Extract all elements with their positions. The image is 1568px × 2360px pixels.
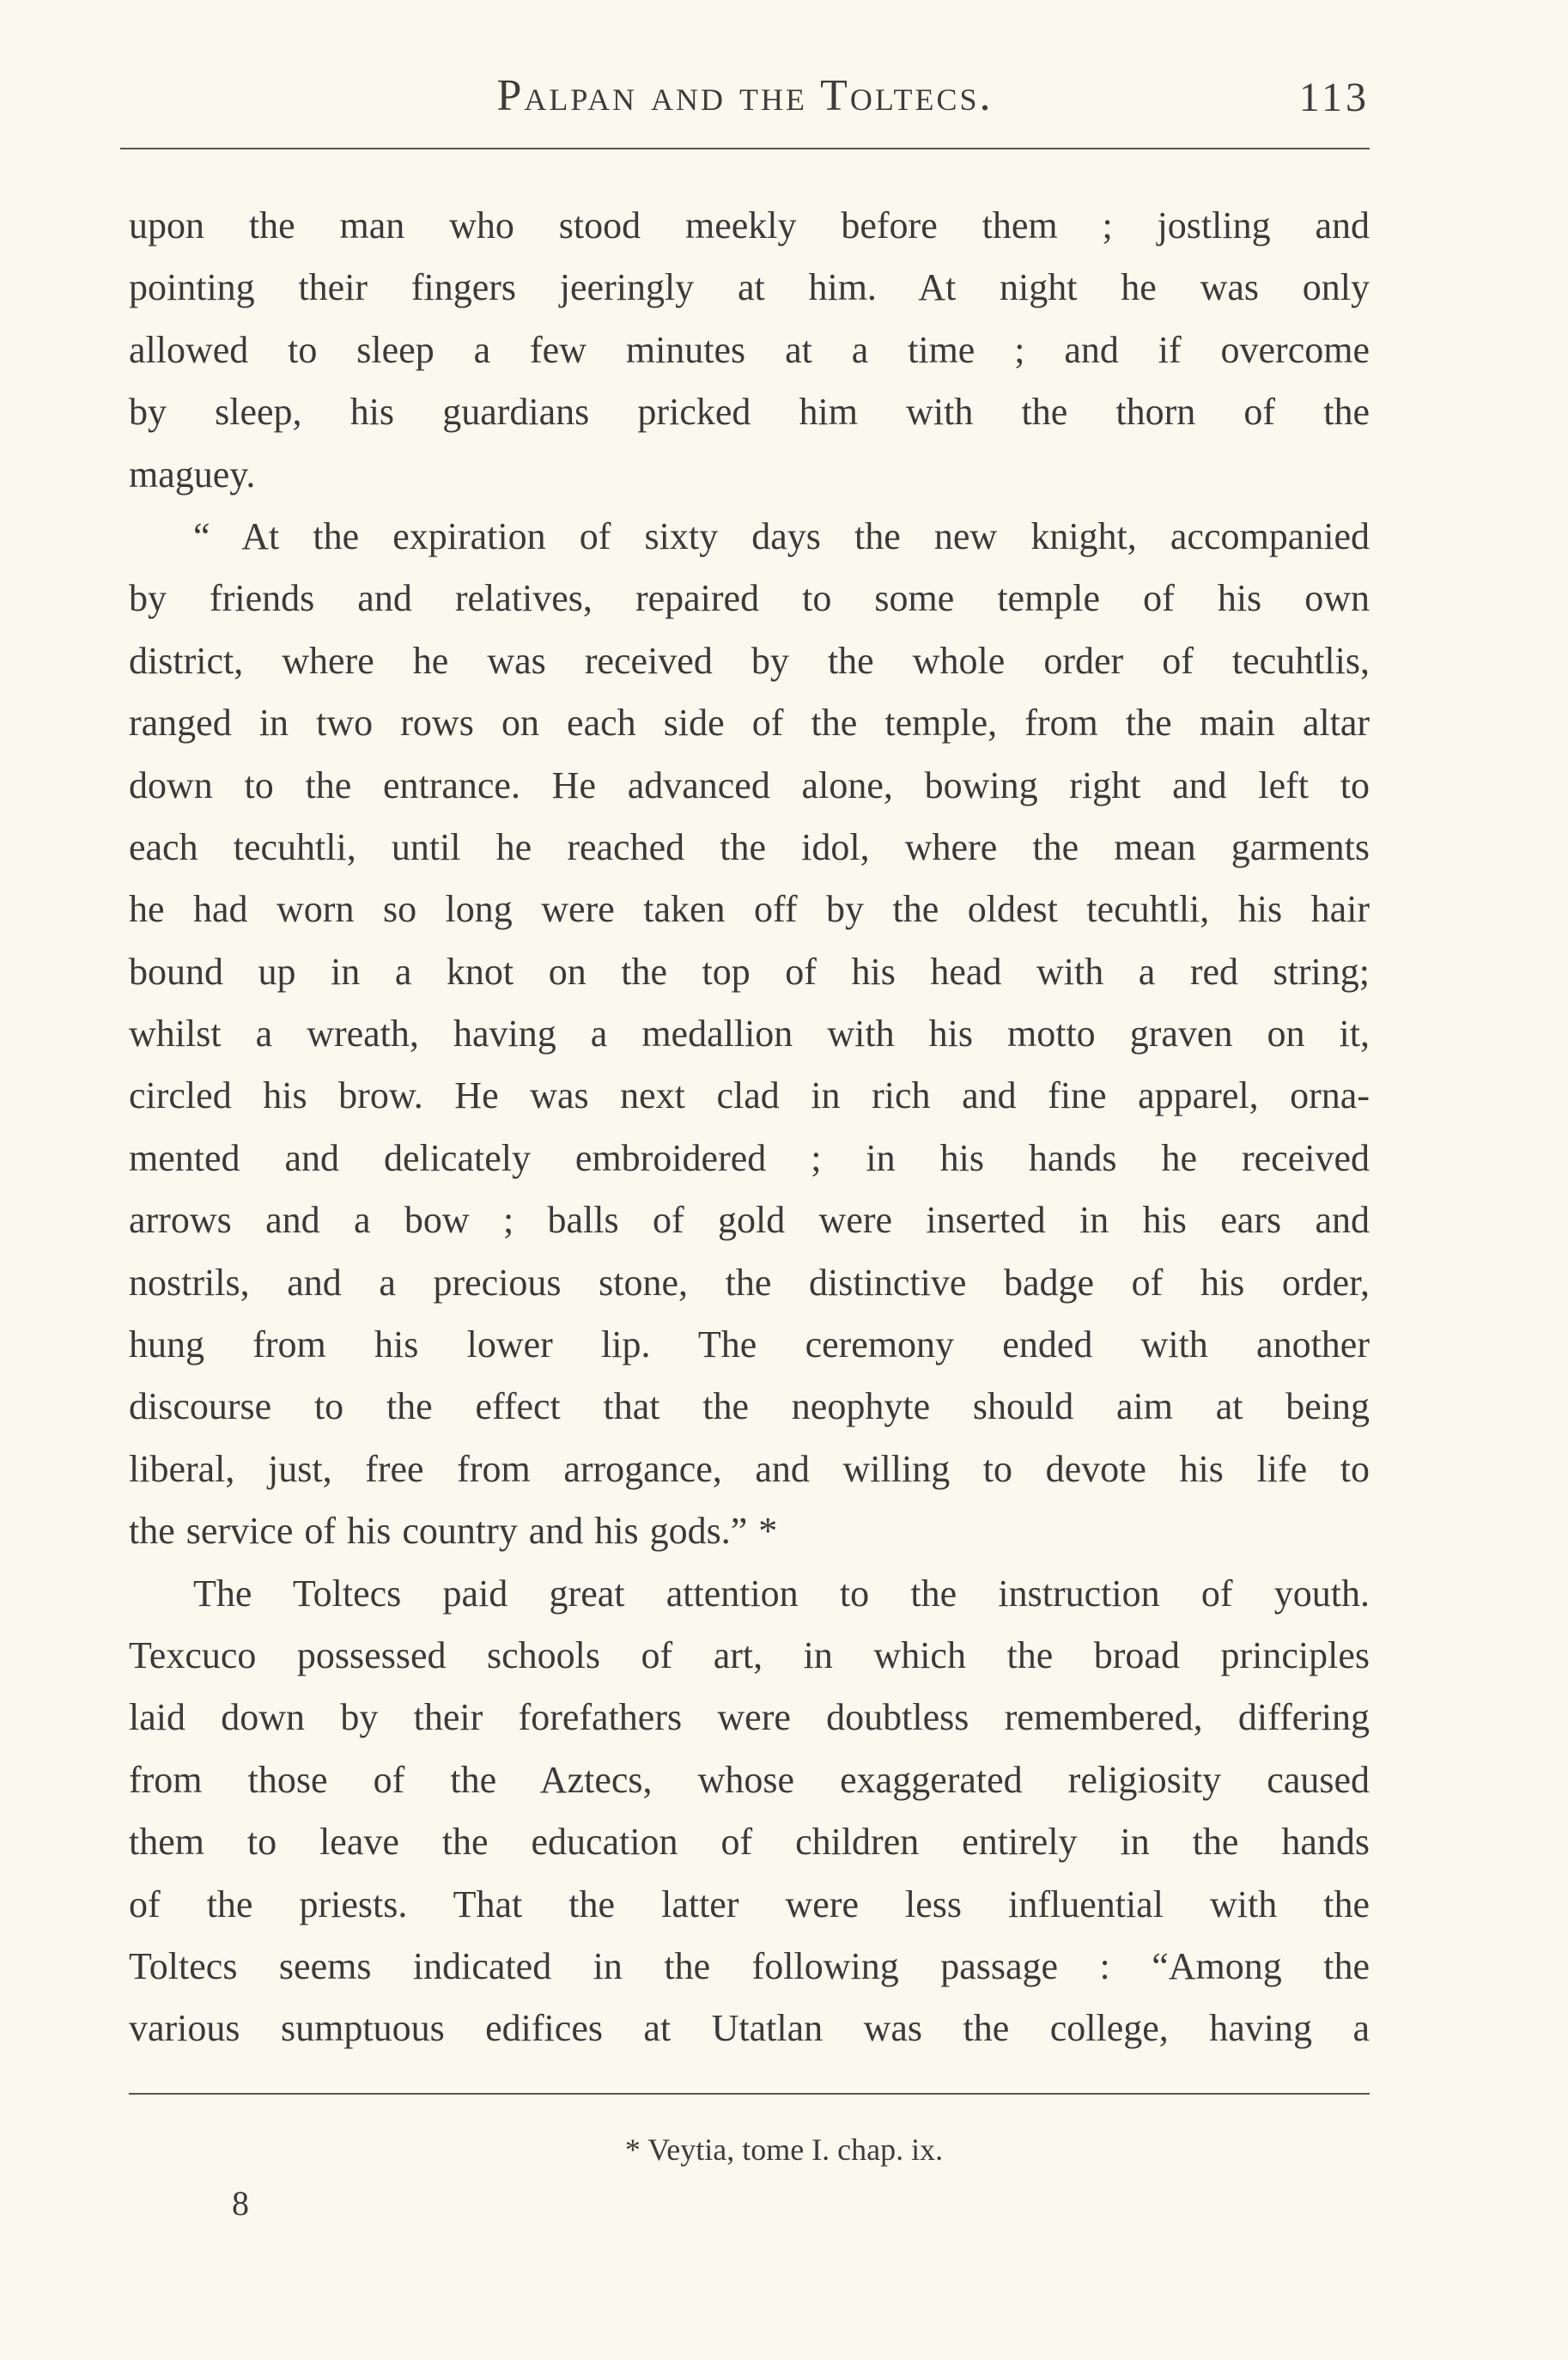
footnote: * Veytia, tome I. chap. ix. xyxy=(624,2132,944,2167)
text-line: down to the entrance. He advanced alone, bowing right and left to xyxy=(129,763,1370,806)
text-line: allowed to sleep a few minutes at a time ; and if overcome xyxy=(129,328,1370,371)
text-line: he had worn so long were taken off by the oldest tecuhtli, his hair xyxy=(129,888,1370,931)
footnote-rule xyxy=(129,2093,1370,2095)
text-line: laid down by their forefathers were doubtless remembered, differing xyxy=(129,1696,1370,1739)
header-rule xyxy=(120,148,1370,149)
text-line: “ At the expiration of sixty days the new knight, accompanied xyxy=(193,514,1370,557)
page-number: 113 xyxy=(1298,75,1370,120)
signature-mark: 8 xyxy=(232,2184,249,2223)
text-line: arrows and a bow ; balls of gold were inserted in his ears and xyxy=(129,1199,1370,1242)
text-line: circled his brow. He was next clad in rich and fine apparel, orna- xyxy=(129,1074,1370,1117)
text-line: the service of his country and his gods.” * xyxy=(129,1510,778,1553)
text-line: mented and delicately embroidered ; in his hands he received xyxy=(129,1136,1370,1179)
text-line: discourse to the effect that the neophyte should aim at being xyxy=(129,1385,1370,1428)
running-title: Palpan and the Toltecs. xyxy=(496,71,994,120)
text-line: upon the man who stood meekly before them ; jostling and xyxy=(129,204,1370,246)
body-text xyxy=(129,195,1370,2060)
text-line: ranged in two rows on each side of the temple, from the main altar xyxy=(129,702,1370,745)
text-line: pointing their fingers jeeringly at him. At night he was only xyxy=(129,266,1370,309)
text-line: liberal, just, free from arrogance, and willing to devote his life to xyxy=(129,1447,1370,1490)
text-line: The Toltecs paid great attention to the instruction of youth. xyxy=(193,1572,1370,1615)
text-line: by friends and relatives, repaired to some temple of his own xyxy=(129,577,1370,620)
text-line: Toltecs seems indicated in the following passage : “Among the xyxy=(129,1944,1370,1987)
text-line: nostrils, and a precious stone, the distinctive badge of his order, xyxy=(129,1261,1370,1304)
text-line: each tecuhtli, until he reached the idol, where the mean garments xyxy=(129,825,1370,868)
text-line: of the priests. That the latter were less influential with the xyxy=(129,1883,1370,1925)
text-line: from those of the Aztecs, whose exaggerated religiosity caused xyxy=(129,1758,1370,1801)
text-line: them to leave the education of children entirely in the hands xyxy=(129,1821,1370,1864)
text-line: by sleep, his guardians pricked him with the thorn of the xyxy=(129,391,1370,434)
text-line: whilst a wreath, having a medallion with his motto graven on it, xyxy=(129,1013,1370,1055)
text-line: district, where he was received by the whole order of tecuhtlis, xyxy=(129,639,1370,682)
text-line: various sumptuous edifices at Utatlan was the college, having a xyxy=(129,2007,1370,2050)
text-line: maguey. xyxy=(129,453,256,496)
running-header xyxy=(120,70,1370,131)
text-line: Texcuco possessed schools of art, in which the broad principles xyxy=(129,1633,1370,1676)
text-line: bound up in a knot on the top of his head with a red string; xyxy=(129,950,1370,993)
text-line: hung from his lower lip. The ceremony ended with another xyxy=(129,1323,1370,1366)
